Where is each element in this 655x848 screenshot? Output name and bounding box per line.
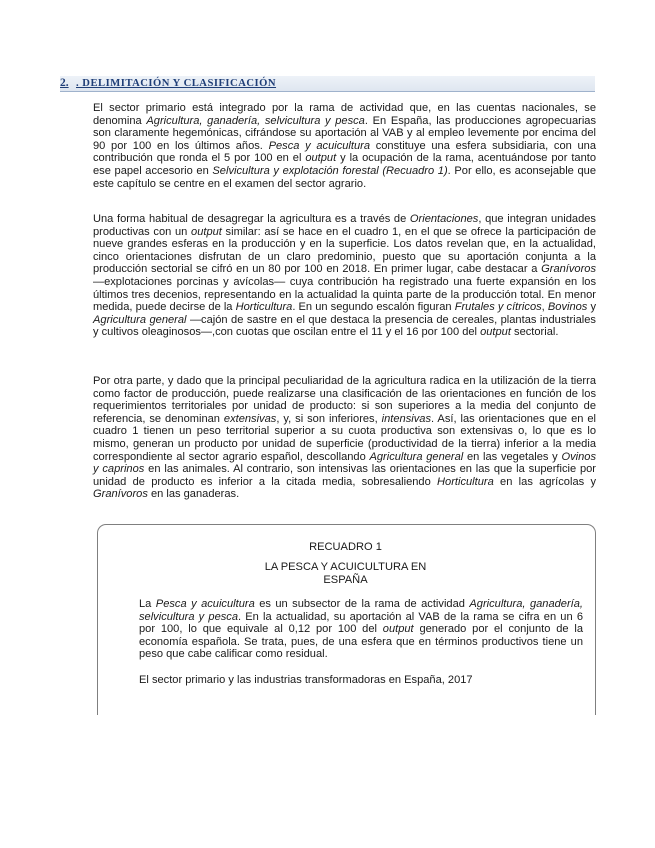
text-run: . En la actualidad, su aportación al VAB de la rama se cifra en un 6 por 100, lo que equivale al 0,12 por 100 del: [139, 610, 584, 636]
section-number: 2.: [60, 77, 69, 89]
italic-run: Agricultura general: [93, 313, 187, 326]
italic-run: Horticultura: [437, 475, 494, 488]
italic-run: Granívoros: [93, 488, 148, 501]
box-title-line1: LA PESCA Y ACUICULTURA EN: [264, 561, 427, 573]
text-run: . En España, las producciones agropecuarias son claramente hegemónicas, cifrándose su aportación al VAB y al empleo levemente por encima del 90 por 100 en los últimos años.: [93, 114, 596, 152]
italic-run: Horticultura: [235, 301, 293, 314]
italic-run: Agricultura general: [369, 450, 464, 463]
italic-run: extensivas: [223, 412, 277, 425]
text-run: —explotaciones porcinas y avícolas— cuya contribución ha registrado una fuerte expansión en los últimos tres decenios, representando en la actualidad la quinta parte de la producción total. En menor medida, puede decirse de la: [93, 275, 596, 314]
text-run: Una forma habitual de desagregar la agricultura es a través de: [93, 213, 410, 225]
text-run: en las ganaderas.: [147, 488, 240, 501]
italic-run: Selvicultura y explotación forestal (Recuadro 1): [212, 164, 448, 177]
text-run: sectorial.: [510, 326, 559, 339]
section-heading: [60, 76, 595, 92]
box-source: [139, 674, 583, 687]
text-run: en las vegetales y: [463, 450, 562, 463]
italic-run: output: [305, 152, 337, 165]
italic-run: intensivas: [381, 412, 431, 425]
text-run: El sector primario y las industrias transformadoras en España, 2017: [139, 674, 473, 686]
italic-run: Agricultura, ganadería, selvicultura y pesca: [139, 598, 583, 623]
paragraph-3: [93, 375, 596, 501]
italic-run: Pesca y acuicultura: [155, 598, 255, 610]
text-run: en las animales. Al contrario, son intensivas las orientaciones en las que la superficie por unidad de producto es inferior a la citada media, sobresaliendo: [93, 463, 597, 488]
text-run: y: [587, 301, 596, 314]
italic-run: Orientaciones: [409, 213, 479, 225]
text-run: , que integran unidades productivas con un: [93, 213, 596, 238]
italic-run: Ovinos y caprinos: [93, 450, 596, 476]
italic-run: Bovinos: [547, 301, 588, 314]
text-run: . Así, las orientaciones que en el cuadro 1 tienen un peso territorial superior a su cuota productiva son extensivas o, lo que es lo mismo, generan un producto por unidad de superficie (productividad de la tierra) inferior a la media correspondiente al sector agrario español, descollando: [93, 412, 597, 463]
box-title-line2: ESPAÑA: [323, 573, 368, 586]
text-run: similar: así se hace en el cuadro 1, en el que se ofrece la participación de nueve grandes esferas en la producción y en la superficie. Los datos revelan que, en la actualidad, cinco orientaciones disfrutan de un claro predominio, puesto que su aportación conjunta a la producción sectorial se cifró en un 80 por 100 en 2018. En primer lugar, cabe destacar a: [93, 225, 596, 276]
italic-run: output: [480, 326, 511, 339]
text-run: , y, si son inferiores,: [276, 412, 382, 425]
italic-run: output: [382, 623, 414, 636]
text-run: y la ocupación de la rama, acentuándose por tanto ese papel accesorio en: [93, 152, 596, 177]
text-run: —cajón de sastre en el que destaca la presencia de cereales, plantas industriales y cultivos oleaginosos—,con cuotas que oscilan entre el 11 y el 16 por 100 del: [93, 313, 596, 339]
box-paragraph: [139, 598, 583, 661]
box-label: RECUADRO 1: [309, 541, 382, 553]
text-run: es un subsector de la rama de actividad: [254, 598, 470, 610]
section-title: . DELIMITACIÓN Y CLASIFICACIÓN: [76, 78, 277, 89]
italic-run: Granívoros: [541, 263, 596, 276]
text-run: constituye una esfera subsidiaria, con una contribución que ronda el 5 por 100 en el: [93, 139, 597, 165]
italic-run: Pesca y acuicultura: [268, 139, 371, 152]
text-run: generado por el conjunto de la economía española. Se trata, pues, de una esfera que en términos productivos tiene un peso que cabe calificar como residual.: [139, 623, 583, 661]
italic-run: Agricultura, ganadería, selvicultura y pesca: [146, 114, 365, 127]
paragraph-2: [93, 213, 596, 339]
text-run: ,: [541, 301, 548, 314]
text-run: en las agrícolas y: [493, 475, 596, 488]
italic-run: Frutales y cítricos: [454, 301, 542, 314]
text-run: . Por ello, es aconsejable que este capítulo se centre en el examen del sector agrario.: [93, 164, 596, 190]
text-run: . En un segundo escalón figuran: [292, 301, 455, 314]
paragraph-1: [93, 102, 596, 190]
text-run: Por otra parte, y dado que la principal peculiaridad de la agricultura radica en la utilización de la tierra como factor de producción, puede realizarse una clasificación de las orientaciones en función de los requerimientos territoriales por unidad de producto: si son superiores a la media del conjunto de referencia, se denominan: [93, 375, 596, 425]
text-run: El sector primario está integrado por la rama de actividad que, en las cuentas nacionales, se denomina: [93, 102, 596, 127]
box-title: [97, 561, 594, 586]
italic-run: output: [191, 225, 222, 238]
text-run: La: [139, 598, 156, 610]
